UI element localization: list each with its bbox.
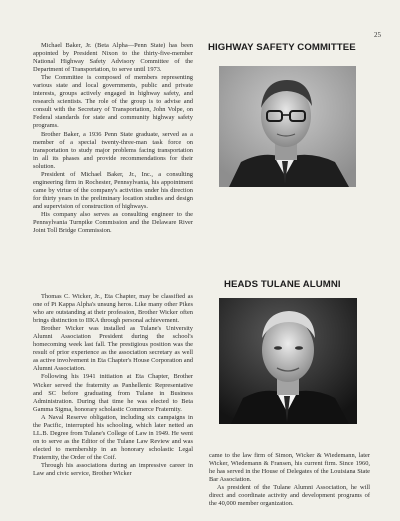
article-tulane-alumni-text [33,293,193,478]
paragraph: Through his associations during an impressive career in Law and civic service, Brother Wicker [33,461,193,478]
paragraph: Thomas C. Wicker, Jr., Eta Chapter, may be classified as one of Pi Kappa Alpha's unsung heros. Like many other Pikes who are outstanding at their profession, Brother Wicker often brings distinction to IIKA through personal achievement. [33,293,193,325]
paragraph: A Naval Reserve obligation, including six campaigns in the Pacific, interrupted his schooling, which later netted an LL.B. Degree from Tulane's College of Law in 1949. He went on to serve as the Editor of the Tulane Law Review and was elected to membership in an honorary scholastic Legal Fraternity, the Order of the Coif. [33,413,193,461]
article-highway-safety-text [33,42,193,235]
portrait-photo-baker [219,66,356,187]
paragraph: President of Michael Baker, Jr., Inc., a consulting engineering firm in Rochester, Pennsylvania, his appointment came by virtue of the company's activities under his direction for thirty years in the preliminary location studies and design and supervision of construction of highways. [33,170,193,210]
heading-tulane-alumni: HEADS TULANE ALUMNI [224,279,341,290]
paragraph: His company also serves as consulting engineer to the Pennsylvania Turnpike Commission and the Delaware River Joint Toll Bridge Commission. [33,210,193,235]
paragraph: came to the law firm of Simon, Wicker & Wiedemann, later Wicker, Wiedemann & Fransen, his current firm. Since 1960, he has served in the House of Delegates of the Louisiana State Bar Association. [209,452,370,484]
portrait-photo-wicker [219,298,357,424]
article-highway-safety-header [208,42,370,53]
page-number: 25 [374,31,381,39]
paragraph: Brother Wicker was installed as Tulane's University Alumni Association President during the school's homecoming week last fall. The prestigious position was the result of prior experience as the association secretary as well as active involvement in Eta Chapter's House Corporation and Alumni Association. [33,325,193,373]
paragraph: As president of the Tulane Alumni Association, he will direct and coordinate activity and development programs of the 40,000 member organization. [209,484,370,508]
paragraph: The Committee is composed of members representing various state and local governments, public and private interests, groups actively engaged in highway safety, and research scientists. The role of the group is to advise and consult with the Secretary of Transportation, John Volpe, on Federal standards for state and community highway safety programs. [33,74,193,130]
article-tulane-alumni-continuation [209,452,370,508]
paragraph: Brother Baker, a 1936 Penn State graduate, served as a member of a special twenty-three-man task force on transportation to study major problems facing transportation in all its phases and provide recommendations for their solution. [33,130,193,170]
article-tulane-alumni-header [224,279,341,290]
paragraph: Michael Baker, Jr. (Beta Alpha—Penn State) has been appointed by President Nixon to the thirty-five-member National Highway Safety Advisory Committee of the Department of Transportation, to serve until 1973. [33,42,193,74]
paragraph: Following his 1941 initiation at Eta Chapter, Brother Wicker served the fraternity as Panhellenic Representative and SC before graduating from Tulane in Business Administration. During that time he was elected to Beta Gamma Sigma, honorary scholastic Commerce Fraternity. [33,373,193,413]
heading-highway-safety: HIGHWAY SAFETY COMMITTEE [208,42,356,53]
